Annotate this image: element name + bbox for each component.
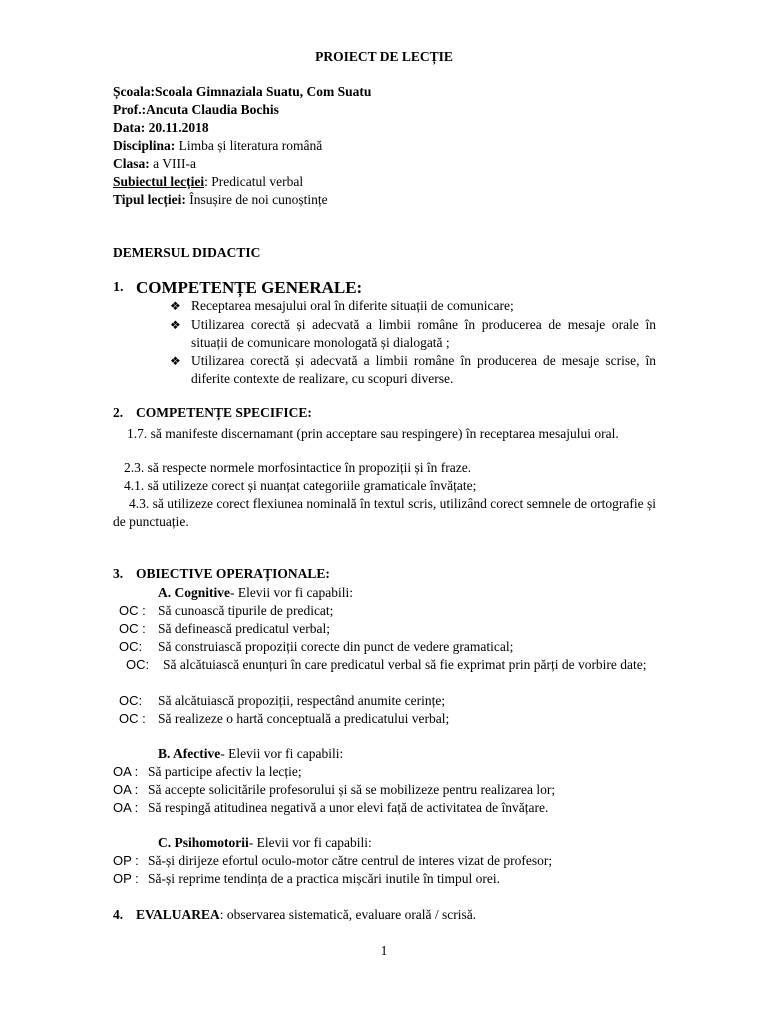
objective-text: Să-și dirijeze efortul oculo-motor către centrul de interes vizat de profesor;	[148, 853, 553, 868]
section1-item-text: Utilizarea corectă și adecvată a limbii române în producerea de mesaje orale în situații de comunicare monologată și dialogată ;	[191, 317, 656, 350]
objective-text: Să participe afectiv la lecție;	[148, 764, 302, 779]
cognitive-subheading: A. Cognitive- Elevii vor fi capabili:	[158, 585, 353, 600]
section2-heading: COMPETENȚE SPECIFICE:	[136, 405, 312, 420]
objective-text: Să-și reprime tendința de a practica mișcări inutile în timpul orei.	[148, 871, 501, 886]
section2-item: 2.3. să respecte normele morfosintactice în propoziții și în fraze.	[124, 460, 472, 475]
section4-number: 4.	[113, 907, 124, 922]
section2-item: 4.1. să utilizeze corect și nuanțat categoriile gramaticale învățate;	[124, 478, 477, 493]
section2-number: 2.	[113, 405, 124, 420]
teacher-line: Prof.:Ancuta Claudia Bochis	[113, 102, 279, 117]
date-line: Data: 20.11.2018	[113, 120, 209, 135]
objective-row: OC :	[119, 603, 146, 618]
objective-text: Să realizeze o hartă conceptuală a predicatului verbal;	[158, 711, 450, 726]
objective-row: OA :	[113, 764, 139, 779]
section1-item-text: Utilizarea corectă și adecvată a limbii române în producerea de mesaje scrise, în diferite contexte de realizare, cu scopuri diverse.	[191, 353, 656, 386]
section1-item	[170, 354, 184, 368]
objective-text: Să alcătuiască enunțuri în care predicatul verbal să fie exprimat prin părți de vorbire date;	[163, 657, 647, 672]
subject-line: Subiectul lecției: Predicatul verbal	[113, 174, 304, 189]
page-title: PROIECT DE LECȚIE	[315, 49, 453, 64]
diamond-bullet-icon: ❖	[170, 318, 181, 332]
objective-row: OA :	[113, 800, 139, 815]
diamond-bullet-icon: ❖	[170, 299, 181, 313]
section2-item: 1.7. să manifeste discernamant (prin acceptare sau respingere) în receptarea mesajului oral.	[127, 426, 619, 441]
school-line: Școala:Scoala Gimnaziala Suatu, Com Suatu	[113, 84, 372, 99]
section4-line: EVALUAREA: observarea sistematică, evaluare orală / scrisă.	[136, 907, 477, 922]
section2-item: 4.3. să utilizeze corect flexiunea nominală în textul scris, utilizând corect semnele de ortografie și de punctuație.	[113, 496, 656, 529]
lesson-type-line: Tipul lecției: Însușire de noi cunoștințe	[113, 192, 328, 207]
section1-number: 1.	[113, 280, 124, 295]
section3-heading: OBIECTIVE OPERAȚIONALE:	[136, 566, 330, 581]
demers-heading: DEMERSUL DIDACTIC	[113, 245, 261, 260]
section1-item	[170, 299, 184, 313]
discipline-line: Disciplina: Limba și literatura română	[113, 138, 323, 153]
objective-row: OP :	[113, 853, 139, 868]
objective-row: OC :	[119, 711, 146, 726]
section1-item	[170, 318, 184, 332]
section3-number: 3.	[113, 566, 124, 581]
psychomotor-subheading: C. Psihomotorii- Elevii vor fi capabili:	[158, 835, 372, 850]
diamond-bullet-icon: ❖	[170, 354, 181, 368]
objective-text: Să definească predicatul verbal;	[158, 621, 331, 636]
objective-row: OC:	[119, 639, 143, 654]
objective-text: Să cunoască tipurile de predicat;	[158, 603, 334, 618]
objective-text: Să accepte solicitările profesorului și să se mobilizeze pentru realizarea lor;	[148, 782, 556, 797]
objective-row: OC:	[126, 657, 150, 672]
class-line: Clasa: a VIII-a	[113, 156, 196, 171]
section1-item-text: Receptarea mesajului oral în diferite situații de comunicare;	[191, 298, 514, 313]
affective-subheading: B. Afective- Elevii vor fi capabili:	[158, 746, 344, 761]
objective-row: OA :	[113, 782, 139, 797]
section1-heading: COMPETENȚE GENERALE:	[136, 278, 363, 297]
objective-row: OC:	[119, 693, 143, 708]
objective-text: Să respingă atitudinea negativă a unor elevi față de activitatea de învățare.	[148, 800, 549, 815]
objective-text: Să construiască propoziții corecte din punct de vedere gramatical;	[158, 639, 514, 654]
objective-row: OP :	[113, 871, 139, 886]
page-number: 1	[380, 943, 388, 958]
objective-text: Să alcătuiască propoziții, respectând anumite cerințe;	[158, 693, 446, 708]
objective-row: OC :	[119, 621, 146, 636]
